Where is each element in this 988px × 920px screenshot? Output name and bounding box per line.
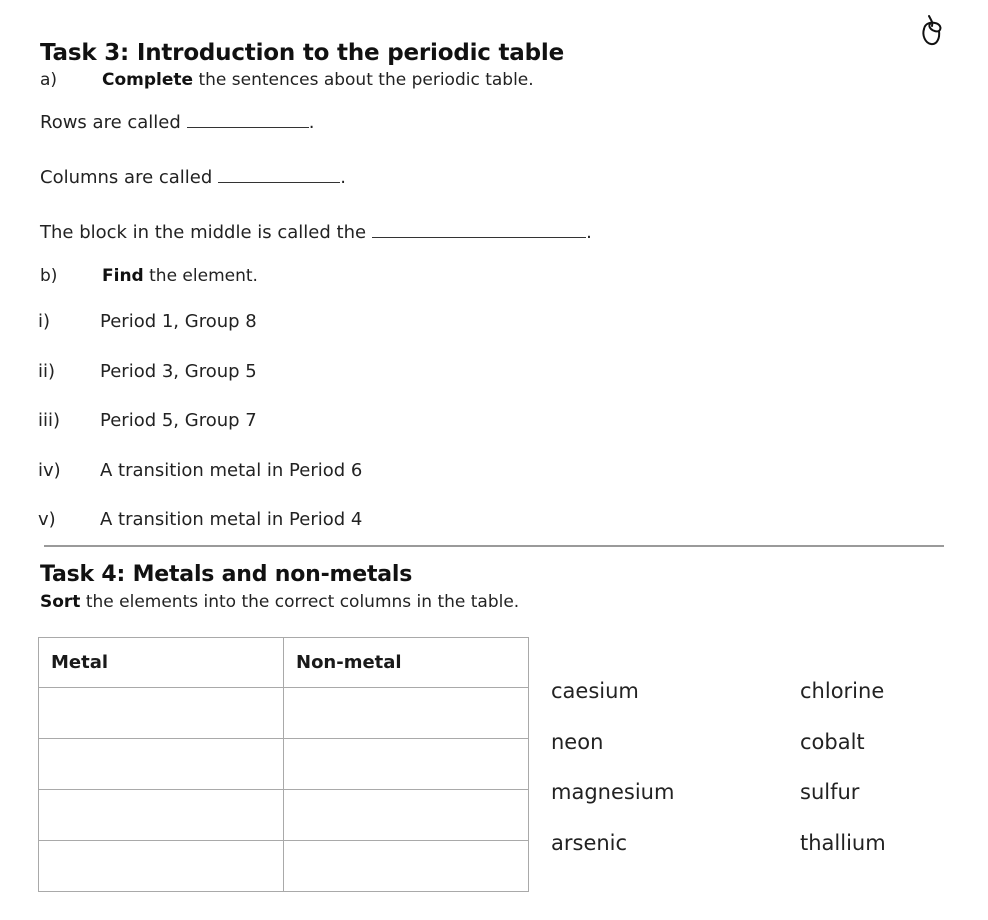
- part-a-instruction: [40, 70, 534, 90]
- sentence-rows: [40, 111, 315, 133]
- part-a-instruction-verb: Complete: [102, 70, 194, 90]
- item-label: i): [38, 311, 51, 332]
- part-a-label: a): [40, 70, 58, 90]
- element-word[interactable]: caesium: [551, 679, 639, 703]
- sentence-text: Columns are called: [40, 167, 213, 188]
- find-item-2: [38, 361, 257, 382]
- item-text: Period 3, Group 5: [100, 361, 257, 382]
- column-header-non-metal: Non-metal: [284, 638, 529, 688]
- item-text: Period 5, Group 7: [100, 410, 257, 431]
- answer-blank-columns[interactable]: [218, 166, 340, 183]
- task4-instruction-verb: Sort: [40, 592, 81, 612]
- find-item-4: [38, 460, 362, 481]
- part-b-instruction: [40, 266, 258, 286]
- item-label: v): [38, 509, 56, 530]
- element-word[interactable]: neon: [551, 730, 604, 754]
- item-label: iv): [38, 460, 61, 481]
- sentence-columns: [40, 166, 346, 188]
- table-row: [39, 790, 529, 841]
- part-b-label: b): [40, 266, 58, 286]
- metal-cell[interactable]: [39, 739, 284, 790]
- sentence-end: .: [308, 112, 315, 133]
- element-word[interactable]: magnesium: [551, 780, 675, 804]
- find-item-3: [38, 410, 257, 431]
- answer-blank-middle-block[interactable]: [372, 221, 586, 238]
- table-header-row: [39, 638, 529, 688]
- non-metal-cell[interactable]: [284, 688, 529, 739]
- non-metal-cell[interactable]: [284, 841, 529, 892]
- table-row: [39, 688, 529, 739]
- part-a-instruction-text: the sentences about the periodic table.: [193, 70, 534, 90]
- item-text: Period 1, Group 8: [100, 311, 257, 332]
- task4-title: Task 4: Metals and non-metals: [40, 562, 413, 587]
- element-word[interactable]: cobalt: [800, 730, 865, 754]
- table-row: [39, 739, 529, 790]
- part-b-instruction-verb: Find: [102, 266, 144, 286]
- task4-instruction: [40, 592, 519, 612]
- sentence-end: .: [586, 222, 592, 243]
- item-label: iii): [38, 410, 61, 431]
- sentence-text: The block in the middle is called the: [40, 222, 367, 243]
- item-label: ii): [38, 361, 56, 382]
- answer-blank-rows[interactable]: [187, 111, 309, 128]
- non-metal-cell[interactable]: [284, 739, 529, 790]
- section-divider: [44, 545, 944, 547]
- find-item-5: [38, 509, 362, 530]
- sentence-end: .: [340, 167, 347, 188]
- sentence-text: Rows are called: [40, 112, 181, 133]
- item-text: A transition metal in Period 4: [100, 509, 363, 530]
- sort-table: [38, 637, 529, 892]
- non-metal-cell[interactable]: [284, 790, 529, 841]
- element-word[interactable]: sulfur: [800, 780, 860, 804]
- acorn-icon: [917, 12, 947, 50]
- metal-cell[interactable]: [39, 688, 284, 739]
- item-text: A transition metal in Period 6: [100, 460, 363, 481]
- element-word[interactable]: arsenic: [551, 831, 628, 855]
- find-item-1: [38, 311, 257, 332]
- table-row: [39, 841, 529, 892]
- element-word[interactable]: chlorine: [800, 679, 885, 703]
- task4-instruction-text: the elements into the correct columns in the table.: [80, 592, 520, 612]
- element-word[interactable]: thallium: [800, 831, 886, 855]
- metal-cell[interactable]: [39, 841, 284, 892]
- sentence-middle-block: [40, 221, 592, 243]
- column-header-metal: Metal: [39, 638, 284, 688]
- task3-title: Task 3: Introduction to the periodic table: [40, 40, 564, 66]
- metal-cell[interactable]: [39, 790, 284, 841]
- part-b-instruction-text: the element.: [143, 266, 258, 286]
